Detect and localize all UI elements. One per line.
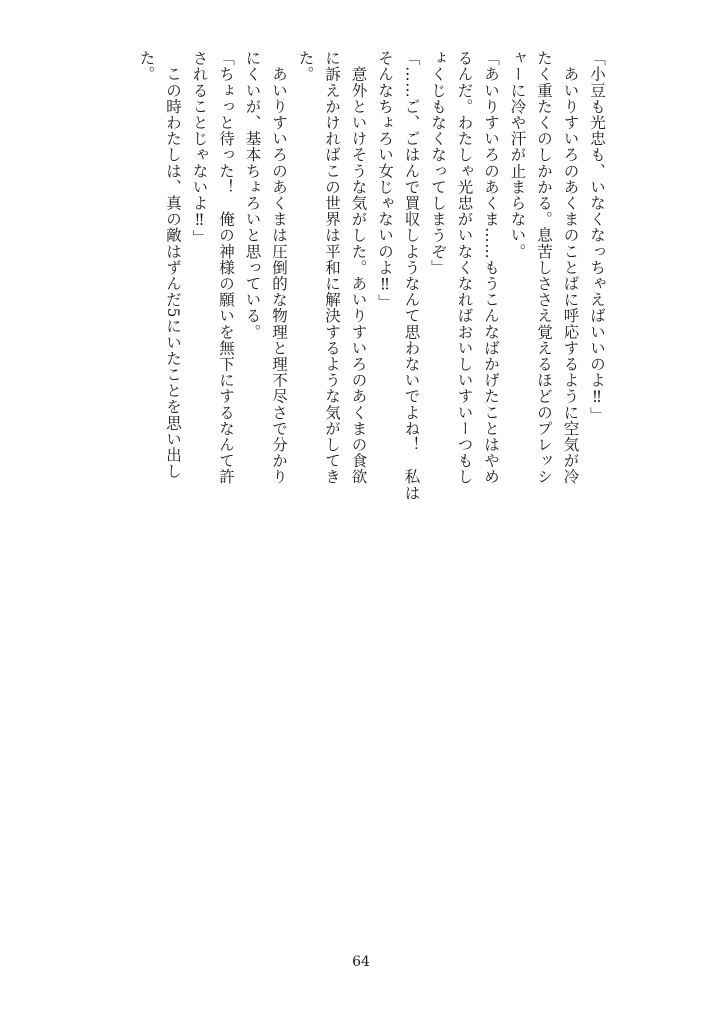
paragraph: この時わたしは、真の敵はずんだ5にいたことを思い出し た。 bbox=[137, 50, 182, 480]
page-number: 64 bbox=[352, 954, 370, 970]
paragraph: 「小豆も光忠も、いなくなっちゃえばいいのよ‼」 bbox=[588, 50, 606, 423]
paragraph: 「あいりすいろのあくま……もうこんなばかげたことはやめ るんだ。わたしゃ光忠がいなくなればおいしいすいーつもし ょくじもなくなってしまうぞ」 bbox=[429, 50, 500, 485]
vertical-text-body bbox=[133, 50, 610, 500]
paragraph: 意外といけそうな気がした。あいりすいろのあくまの食欲 に訴えかければこの世界は平和に解決するような気がしてき た。 bbox=[296, 50, 368, 485]
paragraph: 「……ご、ごはんで買収しようなんて思わないでよね！ 私は そんなちょろい女じゃないのよ‼」 bbox=[376, 50, 421, 501]
paragraph: あいりすいろのあくまのことばに呼応するように空気が冷 たく重たくのしかかる。息苦しささえ覚えるほどのプレッシ ャーに冷や汗が止まらない。 bbox=[508, 50, 580, 485]
paragraph: 「ちょっと待った！ 俺の神様の願いを無下にするなんて許 されることじゃないよ‼」 bbox=[190, 50, 235, 485]
paragraph: あいりすいろのあくまは圧倒的な物理と理不尽さで分かり にくいが、基本ちょろいと思っている。 bbox=[243, 50, 288, 485]
